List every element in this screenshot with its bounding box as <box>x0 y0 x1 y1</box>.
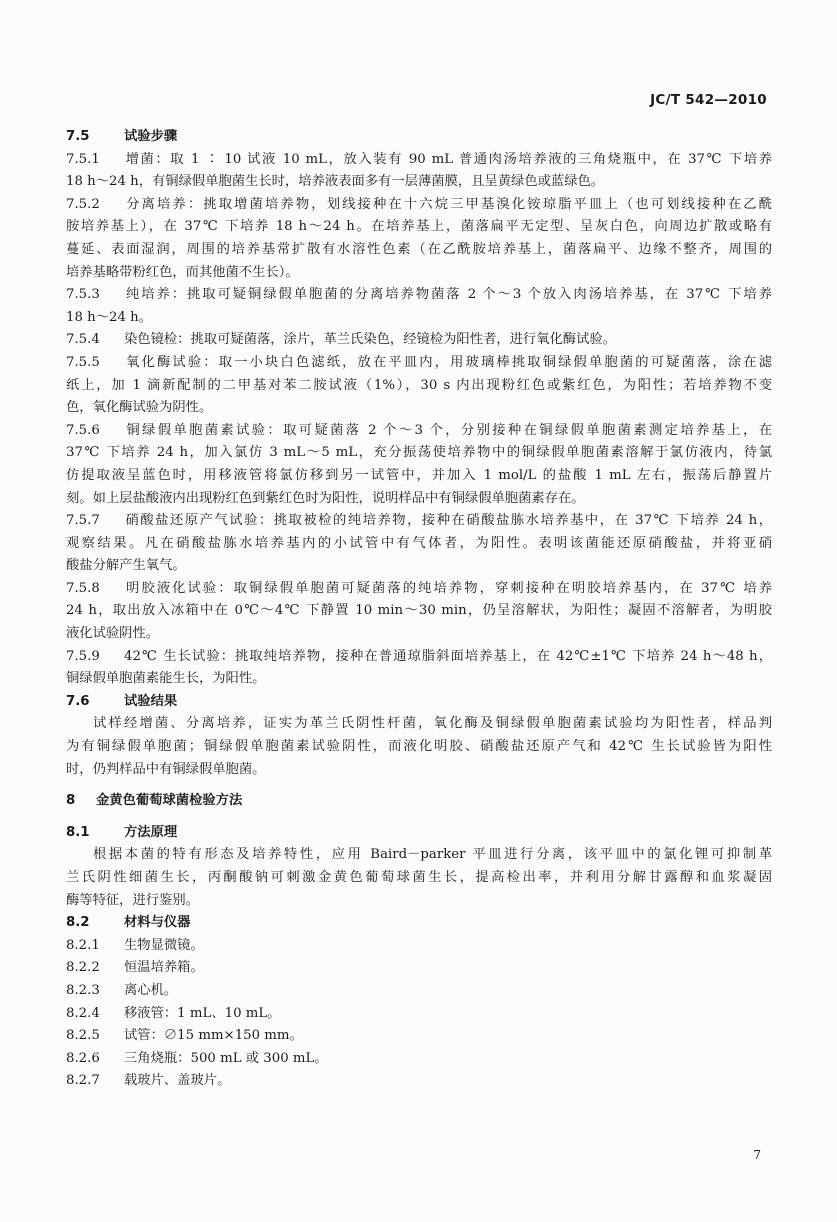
section-heading-7-6: 7.6 试验结果 <box>66 693 178 709</box>
clause-7-5-9: 7.5.9 42℃ 生长试验：挑取纯培养物，接种在普通琼脂斜面培养基上，在 42℃±1℃ 下培养 24 h～48 h， 铜绿假单胞菌素能生长，为阳性。 <box>66 648 772 687</box>
clause-8-2-5: 8.2.5 试管：∅15 mm×150 mm。 <box>66 1028 303 1044</box>
clause-8-2-2: 8.2.2 恒温培养箱。 <box>66 960 204 976</box>
clause-7-5-6: 7.5.6 铜绿假单胞菌素试验：取可疑菌落 2 个～3 个，分别接种在铜绿假单胞菌素测定培养基上，在 37℃ 下培养 24 h，加入氯仿 3 mL～5 mL，充分振荡使培养物中的铜绿假单胞菌素溶解于氯仿液内，待氯 仿提取液呈蓝色时，用移液管将氯仿移到另一试管中，并加入 1 mol/L 的盐酸 1 mL 左右，振荡后静置片 刻。如上层盐酸液内出现粉红色到紫红色时为阳性，说明样品中有铜绿假单胞菌素存在。 <box>66 422 772 506</box>
clause-8-2-3: 8.2.3 离心机。 <box>66 982 178 998</box>
clause-7-5-1: 7.5.1 增菌：取 1 ∶ 10 试液 10 mL，放入装有 90 mL 普通肉汤培养液的三角烧瓶中，在 37℃ 下培养 18 h～24 h，有铜绿假单胞菌生长时，培养液表面多有一层薄菌膜，且呈黄绿色或蓝绿色。 <box>66 151 772 190</box>
clause-7-5-5: 7.5.5 氧化酶试验：取一小块白色滤纸，放在平皿内，用玻璃棒挑取铜绿假单胞菌的可疑菌落，涂在滤 纸上，加 1 滴新配制的二甲基对苯二胺试液（1%），30 s 内出现粉红色或紫红色，为阳性；若培养物不变 色，氧化酶试验为阴性。 <box>66 354 772 416</box>
chapter-heading-8: 8 金黄色葡萄球菌检验方法 <box>66 793 243 809</box>
page-content <box>66 126 772 1093</box>
page-number: 7 <box>753 1148 761 1162</box>
clause-8-2-1: 8.2.1 生物显微镜。 <box>66 937 204 953</box>
clause-7-5-7: 7.5.7 硝酸盐还原产气试验：挑取被检的纯培养物，接种在硝酸盐胨水培养基中，在 37℃ 下培养 24 h， 观察结果。凡在硝酸盐胨水培养基内的小试管中有气体者，为阳性。表明该菌能还原硝酸盐，并将亚硝 酸盐分解产生氧气。 <box>66 513 772 574</box>
section-heading-8-1: 8.1 方法原理 <box>66 824 178 840</box>
paragraph-7-6: 试样经增菌、分离培养，证实为革兰氏阴性杆菌，氧化酶及铜绿假单胞菌素试验均为阳性者，样品判 为有铜绿假单胞菌；铜绿假单胞菌素试验阴性，而液化明胶、硝酸盐还原产气和 42℃ 生长试验皆为阳性 时，仍判样品中有铜绿假单胞菌。 <box>66 716 772 777</box>
paragraph-8-1: 根据本菌的特有形态及培养特性，应用 Baird－parker 平皿进行分离，该平皿中的氯化锂可抑制革 兰氏阴性细菌生长，丙酮酸钠可刺激金黄色葡萄球菌生长，提高检出率，并利用分解甘露醇和血浆凝固 酶等特征，进行鉴别。 <box>66 847 772 908</box>
section-heading-8-2: 8.2 材料与仪器 <box>66 915 191 931</box>
clause-8-2-7: 8.2.7 载玻片、盖玻片。 <box>66 1073 231 1089</box>
clause-8-2-4: 8.2.4 移液管：1 mL、10 mL。 <box>66 1005 281 1021</box>
standard-number: JC/T 542—2010 <box>650 92 767 108</box>
clause-7-5-4: 7.5.4 染色镜检：挑取可疑菌落，涂片，革兰氏染色，经镜检为阳性者，进行氧化酶试验。 <box>66 332 616 348</box>
section-heading-7-5: 7.5 试验步骤 <box>66 129 178 144</box>
clause-7-5-2: 7.5.2 分离培养：挑取增菌培养物，划线接种在十六烷三甲基溴化铵琼脂平皿上（也可划线接种在乙酰 胺培养基上），在 37℃ 下培养 18 h～24 h。在培养基上，菌落扁平无定型、呈灰白色，向周边扩散或略有 蔓延、表面湿润，周围的培养基常扩散有水溶性色素（在乙酰胺培养基上，菌落扁平、边缘不整齐，周围的 培养基略带粉红色，而其他菌不生长）。 <box>66 196 772 280</box>
clause-7-5-8: 7.5.8 明胶液化试验：取铜绿假单胞菌可疑菌落的纯培养物，穿刺接种在明胶培养基内，在 37℃ 培养 24 h，取出放入冰箱中在 0℃～4℃ 下静置 10 min～30 min，仍呈溶解状，为阳性；凝固不溶解者，为明胶 液化试验阴性。 <box>66 580 772 642</box>
clause-7-5-3: 7.5.3 纯培养：挑取可疑铜绿假单胞菌的分离培养物菌落 2 个～3 个放入肉汤培养基，在 37℃ 下培养 18 h～24 h。 <box>66 287 772 325</box>
clause-8-2-6: 8.2.6 三角烧瓶：500 mL 或 300 mL。 <box>66 1050 328 1066</box>
